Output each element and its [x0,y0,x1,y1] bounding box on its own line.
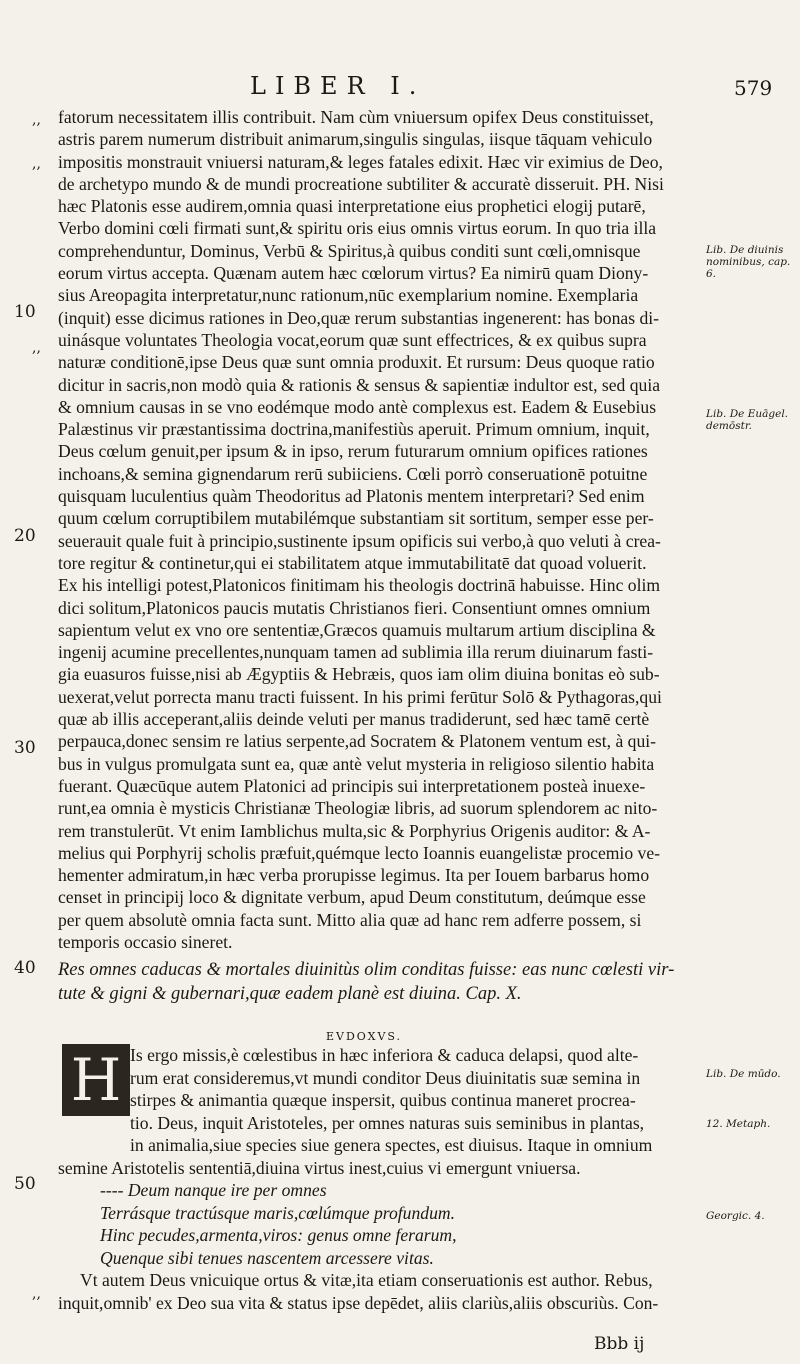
text-line: comprehenduntur, Dominus, Verbū & Spiritus,à quibus conditi sunt cœli,omnisque [58,240,641,261]
signature-mark: Bbb ij [594,1334,645,1354]
margin-note-metaph: 12. Metaph. [706,1118,771,1130]
page-header [0,72,800,108]
margin-note-georgic: Georgic. 4. [706,1210,765,1222]
line-number: 30 [14,738,36,758]
verse-line: Terrásque tractúsque maris,cœlúmque profundum. [100,1202,455,1223]
text-line: Is ergo missis,è cœlestibus in hæc inferiora & caduca delapsi, quod alte- [130,1045,639,1065]
text-line: eorum virtus accepta. Quænam autem hæc cœlorum virtus? Ea nimirū quam Diony- [58,263,649,284]
text-line: quæ ab illis acceperant,aliis deinde veluti per manus tradiderunt, sed hæc tamē certè [58,709,650,730]
text-line: naturæ conditionē,ipse Deus quæ sunt omnia produxit. Et rursum: Deus quoque ratio [58,352,655,373]
line-number: 40 [14,958,36,978]
running-head: LIBER I. [250,72,426,100]
text-line: dicitur in sacris,non modò quia & rationis & sensus & sapientiæ indultor est, sed quia [58,374,661,395]
text-line: in animalia,siue species siue genera spectes, est diuisus. Itaque in omnium [130,1135,653,1155]
text-line: quum cœlum corruptibilem mutabilémque substantiam sit sortitum, semper esse per- [58,508,654,529]
text-line: fatorum necessitatem illis contribuit. Nam cùm vniuersum opifex Deus constituisset, [58,107,654,127]
text-line: quisquam luculentius quàm Theodoritus ad Platonis mentem interpretari? Sed enim [58,486,645,507]
text-line: Deus cœlum genuit,per ipsum & in ipso, rerum futurarum omnium opifices rationes [58,441,648,462]
text-line: dici solitum,Platonicos paucis mutatis Christianos fieri. Consentiunt omnes omnium [58,597,651,618]
text-line: astris parem numerum distribuit animarum,singulis singulas, iisque tāquam vehiculo [58,129,653,150]
margin-note-dionysius: Lib. De diuinis nominibus, cap. 6. [706,244,791,280]
text-line: Ex his intelligi potest,Platonicos finitimam his theologis doctrinā habuisse. Hinc olim [58,575,661,596]
quote-mark: ,, [32,156,41,172]
chapter-text-block [58,1044,708,1314]
text-line: bus in vulgus promulgata sunt ea, quæ antè velut mysteria in religioso silentio habita [58,753,655,774]
text-line: hementer admiratum,in hæc verba prorupisse legimus. Ita per Iouem barbarus homo [58,865,650,886]
text-line: de archetypo mundo & de mundi procreatione subtiliter & accuratè disseruit. PH. Nisi [58,173,664,194]
text-line: Verbo domini cœli firmati sunt,& spiritu oris eius omnis virtus eorum. In quo tria illa [58,218,657,239]
text-line: perpauca,donec sensim re latius serpente,ad Socratem & Platonem ventum est, à qui- [58,731,656,752]
line-number: 50 [14,1174,36,1194]
text-line: sapientum velut ex vno ore sententiæ,Græcos quamuis multarum artium disciplina & [58,619,656,640]
text-line: sius Areopagita interpretatur,nunc rationum,nūc exemplarium nomine. Exemplaria [58,285,639,306]
text-line: Vt autem Deus vnicuique ortus & vitæ,ita etiam conseruationis est author. Rebus, [80,1270,653,1290]
text-line: gia euasuros fuisse,nisi ab Ægyptiis & Hebræis, quos iam olim diuina bonitas eò sub- [58,664,660,685]
text-line: fuerant. Quæcūque autem Platonici ad principis sui interpretationem posteà inuexe- [58,775,646,796]
quote-mark: ,, [32,112,41,128]
quote-mark: ,, [32,340,41,356]
chapter-heading [58,958,698,1006]
text-line: semine Aristotelis sententiā,diuina virtus inest,cuius vi emergunt vniuersa. [58,1157,581,1178]
margin-note-eusebius: Lib. De Euāgel. demōstr. [706,408,789,432]
text-line: runt,ea omnia è mysticis Christianæ Theologiæ libris, ad suorum splendorem ac nito- [58,798,658,819]
text-line: impositis monstrauit vniuersi naturam,& leges fatales edixit. Hæc vir eximius de Deo, [58,151,663,172]
text-line: inquit,omnib' ex Deo sua vita & status ipse depēdet, aliis clariùs,aliis obscuriùs. Con- [58,1292,659,1313]
speaker-label: EVDOXVS. [326,1030,403,1043]
text-line: melius qui Porphyrij scholis præfuit,quémque lecto Ioannis euangelistæ procemio ve- [58,842,660,863]
page-number: 579 [734,76,773,100]
text-line: tore regitur & continetur,qui ei stabilitatem atque immutabilitatē dat quoad voluerit. [58,552,647,573]
verse-line: Hinc pecudes,armenta,viros: genus omne ferarum, [100,1225,457,1245]
text-line: tio. Deus, inquit Aristoteles, per omnes naturas suis seminibus in plantas, [130,1112,645,1133]
text-line: rum erat consideremus,vt mundi conditor Deus diuinitatis suæ semina in [130,1067,641,1088]
text-line: per quem absolutè omnia facta sunt. Mitto alia quæ ad hanc rem adferre possem, si [58,909,642,930]
heading-line: Res omnes caducas & mortales diuinitùs olim conditas fuisse: eas nunc cœlesti vir- [58,960,675,980]
text-line: & omnium causas in se vno eodémque modo antè complexus est. Eadem & Eusebius [58,396,657,417]
line-number: 10 [14,302,36,322]
text-line: inchoans,& semina gignendarum rerū subiiciens. Cœli porrò conseruationē potuitne [58,463,648,484]
line-number: 20 [14,526,36,546]
verse-line: ---- Deum nanque ire per omnes [100,1180,327,1200]
text-line: Palæstinus vir præstantissima doctrina,manifestiùs aperuit. Primum omnium, inquit, [58,419,650,440]
text-line: (inquit) esse dicimus rationes in Deo,quæ rerum substantias ingenerent: has bonas di- [58,307,659,328]
decorated-initial: H [62,1044,130,1116]
text-line: temporis occasio sineret. [58,931,233,952]
text-line: uinásque voluntates Theologia vocat,eorum quæ sunt effectrices, & ex quibus supra [58,329,647,350]
text-line: uexerat,velut porrecta manu tracti fuissent. In his primi ferūtur Solō & Pythagoras,qui [58,686,662,707]
text-line: hæc Platonis esse audirem,omnia quasi interpretatione eius prophetici elogij putarē, [58,196,646,217]
verse-line: Quenque sibi tenues nascentem arcessere vitas. [100,1247,434,1268]
margin-note-de-mundo: Lib. De mūdo. [706,1068,781,1080]
text-line: censet in principij loco & dignitate verbum, apud Deum constitutum, deúmque esse [58,887,646,908]
quote-mark: ,, [32,1286,41,1302]
main-text-block [58,106,708,953]
text-line: seuerauit quale fuit à principio,sustinente ipsum opificis sui verbo,à quo veluti à crea- [58,530,661,551]
text-line: ingenij acumine precellentes,nunquam tamen ad sublimia illa rerum diuinarum fasti- [58,642,654,663]
heading-line: tute & gigni & gubernari,quæ eadem planè est diuina. Cap. X. [58,984,522,1004]
text-line: stirpes & animantia quæque inspersit, quibus continua maneret procrea- [130,1090,636,1110]
text-line: rem transtulerūt. Vt enim Iamblichus multa,sic & Porphyrius Origenis auditor: & A- [58,820,651,841]
